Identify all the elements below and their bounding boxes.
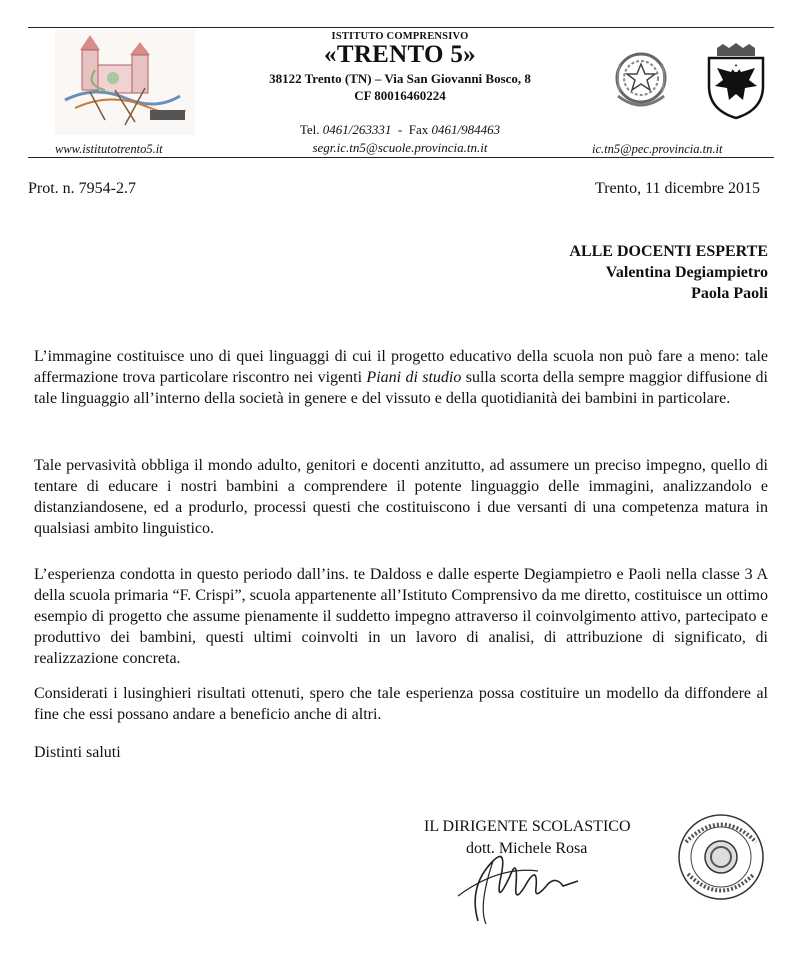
body-paragraph-4: Considerati i lusinghieri risultati ottenuti, spero che tale esperienza possa costituire un modello da diffondere al fine che essi possano andare a beneficio anche di altri.	[34, 685, 768, 723]
body-paragraph-2: Tale pervasività obbliga il mondo adulto, genitori e docenti anzitutto, ad assumere un preciso impegno, quello di tentare di educare i nostri bambini a comprendere il potente linguaggio delle immagini, analizzandolo e distanziandosene, ed a produrlo, processi questi che costituiscono i due versanti di una competenza matura in qualsiasi ambito linguistico.	[34, 457, 768, 537]
fax-number: 0461/984463	[431, 122, 501, 137]
institute-cf: CF 80016460224	[354, 88, 446, 103]
closing-greeting: Distinti saluti	[34, 744, 121, 761]
addressee-name-1: Valentina Degiampietro	[605, 264, 768, 281]
header-top-rule	[28, 27, 774, 28]
institute-email[interactable]: segr.ic.tn5@scuole.provincia.tn.it	[312, 140, 488, 155]
addressee-name-2: Paola Paoli	[691, 285, 768, 302]
trento-eagle-shield-icon	[703, 42, 769, 120]
tel-label: Tel.	[299, 122, 320, 137]
body-paragraph-1	[34, 346, 768, 409]
handwritten-signature-icon	[438, 826, 598, 926]
school-logo-icon	[55, 30, 195, 135]
signatory-role: IL DIRIGENTE SCOLASTICO	[424, 818, 631, 835]
protocol-number: Prot. n. 7954-2.7	[28, 180, 136, 197]
italian-republic-emblem-icon	[608, 44, 674, 116]
fax-label: Fax	[408, 122, 429, 137]
institute-address: 38122 Trento (TN) – Via San Giovanni Bosco, 8	[269, 71, 531, 86]
addressee-title: ALLE DOCENTI ESPERTE	[569, 243, 768, 260]
letter-date: Trento, 11 dicembre 2015	[594, 180, 760, 197]
institute-type: ISTITUTO COMPRENSIVO	[331, 31, 469, 42]
pec-email-link[interactable]: ic.tn5@pec.provincia.tn.it	[592, 142, 723, 156]
institute-phone-line: Tel. 0461/263331 - Fax 0461/984463	[299, 122, 501, 137]
signatory-name: dott. Michele Rosa	[466, 840, 588, 857]
tel-number: 0461/263331	[322, 122, 392, 137]
p1-text-b: sulla scorta della sempre maggior diffusione di tale linguaggio all’interno della società in genere e del vissuto e della quotidianità dei bambini in particolare.	[34, 369, 769, 407]
p1-text-a: L’immagine costituisce uno di quei linguaggi di cui il progetto educativo della scuola non può fare a meno: tale affermazione trova particolare riscontro nei vigenti	[34, 348, 768, 386]
institute-name: «TRENTO 5»	[324, 41, 476, 68]
body-paragraph-3: L’esperienza condotta in questo periodo dall’ins. te Daldoss e dalle esperte Degiampietro e Paoli nella classe 3 A della scuola primaria “F. Crispi”, scuola appartenente all’Istituto Comprensivo da me diretto, costituisce un ottimo esempio di progetto che assume pienamente il suddetto impegno attraverso il coinvolgimento attivo, partecipato e produttivo dei bambini, questi ultimi coinvolti in un lavoro di analisi, di attribuzione di significato, di realizzazione concreta.	[34, 566, 768, 667]
header-bottom-rule	[28, 157, 774, 158]
school-stamp-icon	[676, 812, 766, 902]
website-link[interactable]: www.istitutotrento5.it	[55, 142, 163, 156]
p1-italic-term: Piani di studio	[366, 369, 462, 386]
